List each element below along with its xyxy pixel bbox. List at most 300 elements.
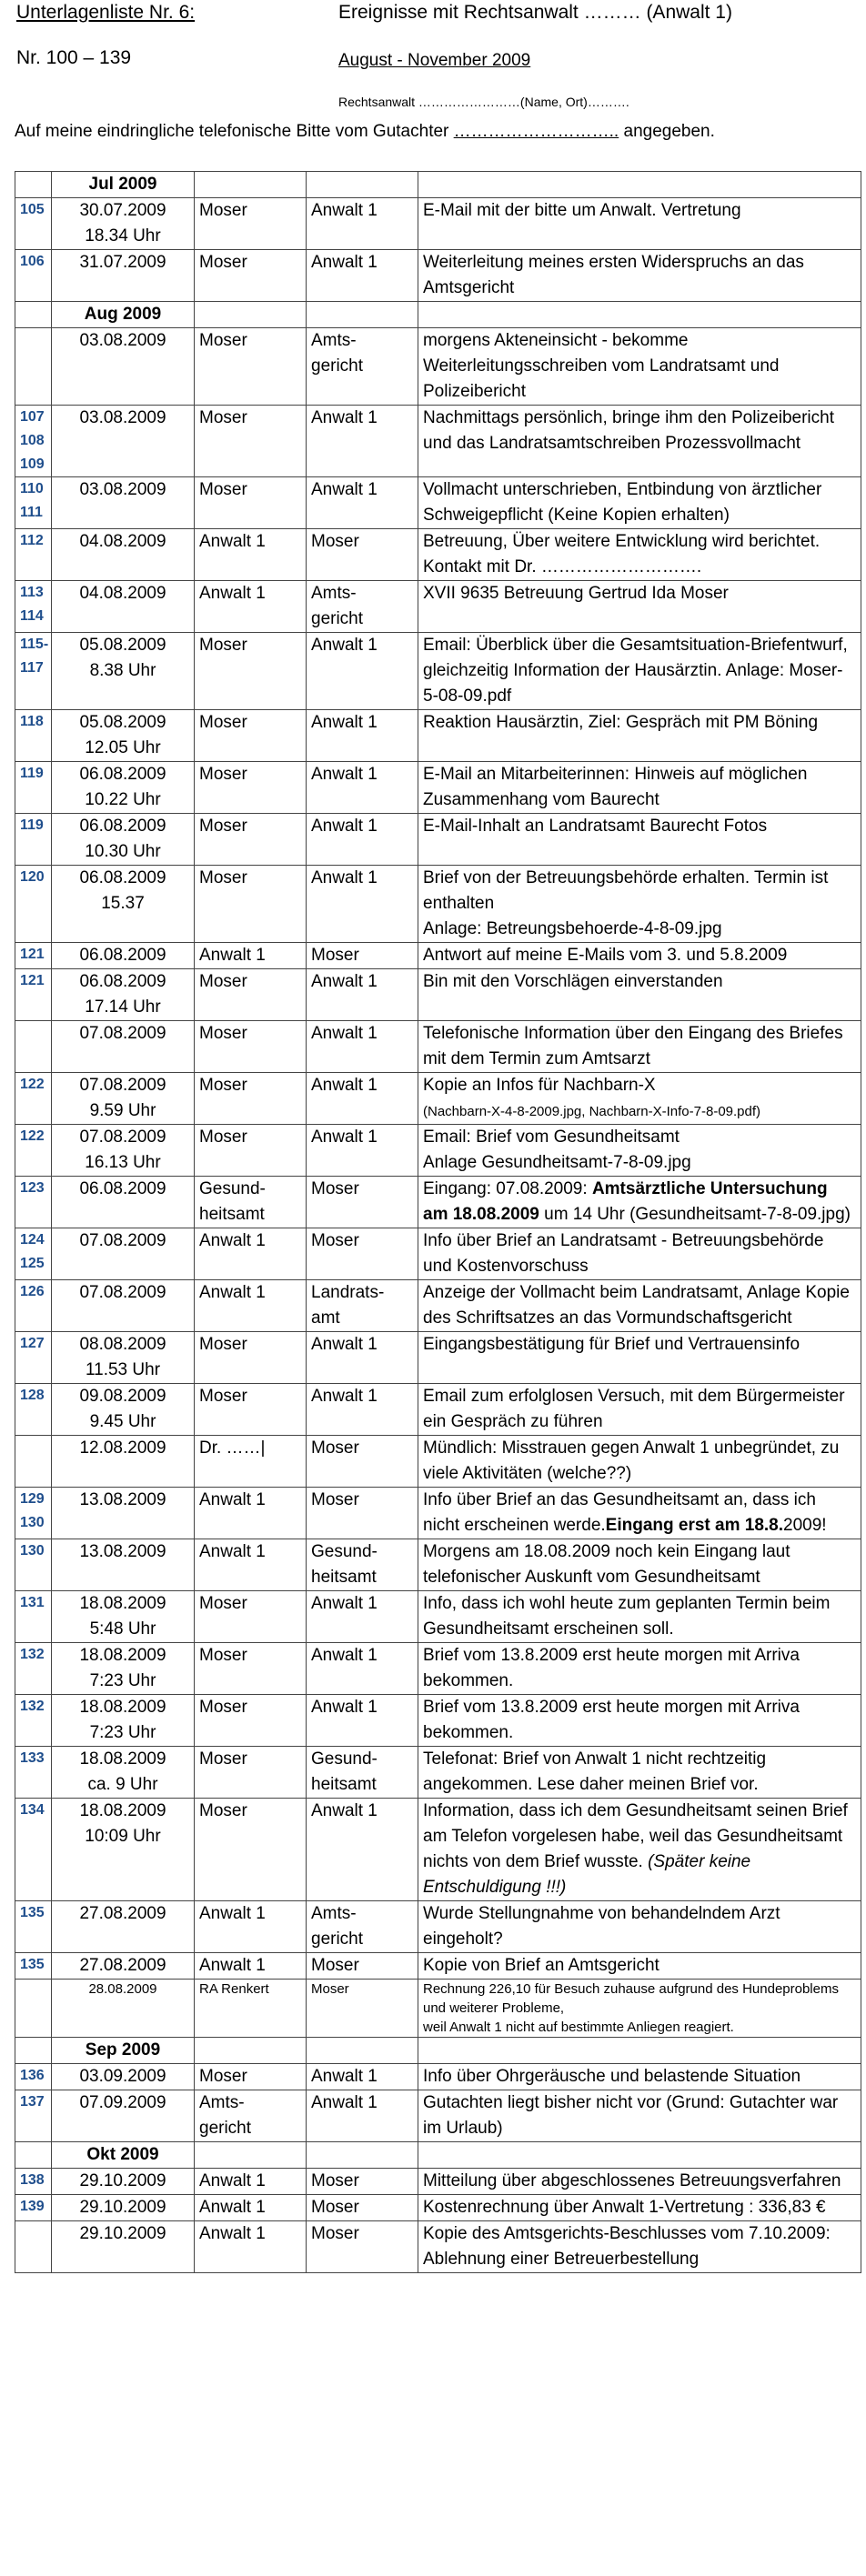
table-row [15, 1747, 861, 1799]
document-number: 107 108 109 [15, 406, 52, 477]
document-number: 137 [15, 2090, 52, 2142]
recipient-cell: Landrats- amt [307, 1280, 418, 1332]
recipient-cell: Anwalt 1 [307, 814, 418, 866]
date-cell: 07.08.2009 [52, 1228, 195, 1280]
description-italic: (Später keine Entschuldigung !!!) [423, 1852, 751, 1897]
description-cell [418, 250, 861, 302]
description-cell [418, 633, 861, 710]
statement-blank: ……………………….. [453, 122, 619, 141]
description-text: Telefonat: Brief von Anwalt 1 nicht rechtzeitig angekommen. Lese daher meinen Brief vor. [423, 1749, 767, 1794]
date-cell: 13.08.2009 [52, 1488, 195, 1539]
description-cell [418, 1125, 861, 1177]
month-empty-cell [418, 2142, 861, 2169]
statement-suffix: angegeben. [623, 122, 715, 141]
document-number: 113 114 [15, 581, 52, 633]
document-number: 121 [15, 943, 52, 969]
sender-cell: Anwalt 1 [195, 1488, 307, 1539]
description-text: Information, dass ich dem Gesundheitsamt seinen Brief am Telefon vorgelesen habe, weil das Gesundheitsamt nichts von dem Brief wusste. [423, 1801, 848, 1871]
description-cell [418, 2064, 861, 2090]
description-text: Info über Brief an das Gesundheitsamt an, dass ich nicht erscheinen werde. [423, 1490, 816, 1535]
description-cell [418, 969, 861, 1021]
sender-cell: Moser [195, 477, 307, 529]
description-cell [418, 477, 861, 529]
month-empty-cell [195, 2038, 307, 2064]
sender-cell: Anwalt 1 [195, 1539, 307, 1591]
date-cell: 30.07.2009 18.34 Uhr [52, 198, 195, 250]
sender-cell: Moser [195, 198, 307, 250]
date-cell: 29.10.2009 [52, 2195, 195, 2221]
document-number: 112 [15, 529, 52, 581]
description-cell [418, 1591, 861, 1643]
description-cell [418, 581, 861, 633]
recipient-cell: Amts- gericht [307, 328, 418, 406]
description-text: Morgens am 18.08.2009 noch kein Eingang laut telefonischer Auskunft vom Gesundheitsamt [423, 1542, 790, 1587]
table-row [15, 2221, 861, 2273]
sender-cell: Moser [195, 710, 307, 762]
table-row [15, 814, 861, 866]
description-cell [418, 814, 861, 866]
document-number: 123 [15, 1177, 52, 1228]
document-number [15, 2221, 52, 2273]
description-cell [418, 2221, 861, 2273]
sender-cell: Anwalt 1 [195, 1280, 307, 1332]
table-row [15, 1280, 861, 1332]
document-number: 115- 117 [15, 633, 52, 710]
table-row [15, 1539, 861, 1591]
document-number: 134 [15, 1799, 52, 1901]
recipient-cell: Anwalt 1 [307, 1799, 418, 1901]
document-number: 119 [15, 762, 52, 814]
recipient-cell: Gesund- heitsamt [307, 1539, 418, 1591]
description-text: Betreuung, Über weitere Entwicklung wird berichtet. Kontakt mit Dr. ………………………. [423, 532, 821, 576]
document-number [15, 1980, 52, 2038]
table-row [15, 250, 861, 302]
date-cell: 09.08.2009 9.45 Uhr [52, 1384, 195, 1436]
sender-cell: Moser [195, 866, 307, 943]
description-cell [418, 406, 861, 477]
description-text: Mündlich: Misstrauen gegen Anwalt 1 unbegründet, zu viele Aktivitäten (welche??) [423, 1438, 840, 1483]
recipient-cell: Anwalt 1 [307, 710, 418, 762]
description-text: Eingang: 07.08.2009: [423, 1179, 592, 1198]
date-cell: 29.10.2009 [52, 2169, 195, 2195]
recipient-cell: Amts- gericht [307, 581, 418, 633]
date-cell: 18.08.2009 7:23 Uhr [52, 1695, 195, 1747]
description-cell [418, 1695, 861, 1747]
description-text: Wurde Stellungnahme von behandelndem Arzt eingeholt? [423, 1904, 780, 1949]
description-text: um 14 Uhr (Gesundheitsamt-7-8-09.jpg) [539, 1205, 851, 1224]
month-empty-cell [307, 2142, 418, 2169]
table-row [15, 710, 861, 762]
description-cell [418, 1747, 861, 1799]
month-empty-cell [15, 302, 52, 328]
document-number: 132 [15, 1695, 52, 1747]
description-cell [418, 1280, 861, 1332]
month-empty-cell [15, 172, 52, 198]
date-cell: 27.08.2009 [52, 1953, 195, 1980]
table-row [15, 866, 861, 943]
document-number: 126 [15, 1280, 52, 1332]
table-row [15, 1643, 861, 1695]
date-cell: 05.08.2009 8.38 Uhr [52, 633, 195, 710]
table-row [15, 1953, 861, 1980]
description-text: Kostenrechnung über Anwalt 1-Vertretung : 336,83 € [423, 2198, 826, 2217]
table-row [15, 406, 861, 477]
description-text: Email: Brief vom Gesundheitsamt Anlage Gesundheitsamt-7-8-09.jpg [423, 1128, 691, 1172]
sender-cell: Gesund- heitsamt [195, 1177, 307, 1228]
recipient-cell: Moser [307, 1228, 418, 1280]
date-cell: 03.08.2009 [52, 406, 195, 477]
month-empty-cell [307, 302, 418, 328]
sender-cell: Moser [195, 1695, 307, 1747]
event-table-body [15, 172, 861, 2273]
description-cell [418, 710, 861, 762]
date-cell: 06.08.2009 15.37 [52, 866, 195, 943]
description-text: Telefonische Information über den Eingang des Briefes mit dem Termin zum Amtsarzt [423, 1024, 843, 1068]
description-cell [418, 328, 861, 406]
recipient-cell: Moser [307, 529, 418, 581]
description-cell [418, 943, 861, 969]
table-row [15, 2169, 861, 2195]
date-cell: 03.09.2009 [52, 2064, 195, 2090]
recipient-cell: Anwalt 1 [307, 1384, 418, 1436]
table-row [15, 1125, 861, 1177]
date-cell: 06.08.2009 17.14 Uhr [52, 969, 195, 1021]
description-cell [418, 1643, 861, 1695]
description-text: Brief vom 13.8.2009 erst heute morgen mit Arriva bekommen. [423, 1698, 800, 1742]
table-row [15, 1384, 861, 1436]
recipient-cell: Anwalt 1 [307, 633, 418, 710]
description-cell [418, 1901, 861, 1953]
description-emphasis: Amtsärztliche Untersuchung am 18.08.2009 [423, 1179, 828, 1224]
description-text: Kopie von Brief an Amtsgericht [423, 1956, 660, 1975]
table-row [15, 969, 861, 1021]
document-number: 135 [15, 1953, 52, 1980]
description-cell [418, 1953, 861, 1980]
sender-cell: Moser [195, 406, 307, 477]
month-empty-cell [15, 2038, 52, 2064]
description-cell [418, 2090, 861, 2142]
description-text: Anzeige der Vollmacht beim Landratsamt, Anlage Kopie des Schriftsatzes an das Vormundschaftsgericht [423, 1283, 850, 1328]
description-text: Kopie des Amtsgerichts-Beschlusses vom 7.10.2009: Ablehnung einer Betreuerbestellung [423, 2224, 831, 2269]
sender-cell: Moser [195, 1125, 307, 1177]
description-text: Gutachten liegt bisher nicht vor (Grund: Gutachter war im Urlaub) [423, 2093, 839, 2138]
document-number: 119 [15, 814, 52, 866]
document-number: 135 [15, 1901, 52, 1953]
date-cell: 06.08.2009 10.30 Uhr [52, 814, 195, 866]
document-number: 110 111 [15, 477, 52, 529]
sender-cell: Anwalt 1 [195, 943, 307, 969]
description-cell [418, 1021, 861, 1073]
table-row [15, 1488, 861, 1539]
table-row [15, 1695, 861, 1747]
description-cell [418, 1228, 861, 1280]
description-text: Info über Ohrgeräusche und belastende Situation [423, 2067, 801, 2086]
recipient-cell: Moser [307, 2221, 418, 2273]
table-row [15, 198, 861, 250]
table-row [15, 1436, 861, 1488]
month-label: Sep 2009 [52, 2038, 195, 2064]
document-number: 105 [15, 198, 52, 250]
sender-cell: Moser [195, 1384, 307, 1436]
table-row [15, 2090, 861, 2142]
recipient-cell: Moser [307, 2169, 418, 2195]
recipient-cell: Moser [307, 1177, 418, 1228]
date-cell: 27.08.2009 [52, 1901, 195, 1953]
date-cell: 18.08.2009 ca. 9 Uhr [52, 1747, 195, 1799]
description-cell [418, 1384, 861, 1436]
document-number: 106 [15, 250, 52, 302]
description-text: Eingangsbestätigung für Brief und Vertrauensinfo [423, 1335, 801, 1354]
date-cell: 06.08.2009 [52, 943, 195, 969]
recipient-cell: Anwalt 1 [307, 1021, 418, 1073]
description-cell [418, 1073, 861, 1125]
month-row [15, 2142, 861, 2169]
number-range: Nr. 100 – 139 [16, 47, 132, 68]
sender-cell: Moser [195, 1073, 307, 1125]
document-number: 133 [15, 1747, 52, 1799]
recipient-cell: Moser [307, 1436, 418, 1488]
description-text: E-Mail mit der bitte um Anwalt. Vertretung [423, 201, 741, 220]
table-row [15, 762, 861, 814]
list-title: Unterlagenliste Nr. 6: [16, 2, 196, 23]
description-text: Bin mit den Vorschlägen einverstanden [423, 972, 723, 991]
document-number [15, 1021, 52, 1073]
table-row [15, 1591, 861, 1643]
description-cell [418, 2195, 861, 2221]
recipient-cell: Gesund- heitsamt [307, 1747, 418, 1799]
sender-cell: Moser [195, 328, 307, 406]
event-table [15, 171, 861, 2273]
recipient-cell: Anwalt 1 [307, 1332, 418, 1384]
month-empty-cell [307, 2038, 418, 2064]
description-cell [418, 529, 861, 581]
events-title: Ereignisse mit Rechtsanwalt ……… (Anwalt 1) [338, 2, 732, 23]
recipient-cell: Anwalt 1 [307, 477, 418, 529]
document-number: 132 [15, 1643, 52, 1695]
date-cell: 07.08.2009 16.13 Uhr [52, 1125, 195, 1177]
date-cell: 29.10.2009 [52, 2221, 195, 2273]
date-cell: 08.08.2009 11.53 Uhr [52, 1332, 195, 1384]
document-number: 129 130 [15, 1488, 52, 1539]
table-row [15, 943, 861, 969]
description-text: Antwort auf meine E-Mails vom 3. und 5.8.2009 [423, 946, 788, 965]
sender-cell: Anwalt 1 [195, 2221, 307, 2273]
sender-cell: Moser [195, 1591, 307, 1643]
date-cell: 06.08.2009 10.22 Uhr [52, 762, 195, 814]
date-cell: 13.08.2009 [52, 1539, 195, 1591]
table-row [15, 1799, 861, 1901]
month-empty-cell [418, 302, 861, 328]
document-number: 120 [15, 866, 52, 943]
date-cell: 18.08.2009 7:23 Uhr [52, 1643, 195, 1695]
description-emphasis: Eingang erst am 18.8. [605, 1516, 784, 1535]
document-number [15, 1436, 52, 1488]
description-cell [418, 1332, 861, 1384]
document-number: 131 [15, 1591, 52, 1643]
sender-cell: Moser [195, 969, 307, 1021]
sender-cell: Anwalt 1 [195, 2195, 307, 2221]
recipient-cell: Anwalt 1 [307, 2090, 418, 2142]
table-row [15, 581, 861, 633]
date-cell: 07.09.2009 [52, 2090, 195, 2142]
date-cell: 31.07.2009 [52, 250, 195, 302]
month-label: Okt 2009 [52, 2142, 195, 2169]
recipient-cell: Moser [307, 943, 418, 969]
table-row [15, 1901, 861, 1953]
month-empty-cell [195, 2142, 307, 2169]
recipient-cell: Anwalt 1 [307, 1073, 418, 1125]
sender-cell: Moser [195, 762, 307, 814]
date-cell: 05.08.2009 12.05 Uhr [52, 710, 195, 762]
month-row [15, 302, 861, 328]
date-cell: 07.08.2009 [52, 1280, 195, 1332]
document-number: 127 [15, 1332, 52, 1384]
month-empty-cell [195, 172, 307, 198]
description-cell [418, 762, 861, 814]
description-cell [418, 866, 861, 943]
recipient-cell: Anwalt 1 [307, 1125, 418, 1177]
description-text: Brief vom 13.8.2009 erst heute morgen mit Arriva bekommen. [423, 1646, 800, 1690]
date-cell: 03.08.2009 [52, 328, 195, 406]
date-cell: 12.08.2009 [52, 1436, 195, 1488]
description-cell [418, 1488, 861, 1539]
period: August - November 2009 [338, 51, 531, 70]
description-text: Email: Überblick über die Gesamtsituation-Briefentwurf, gleichzeitig Information der Hausärztin. Anlage: Moser-5-08-09.pdf [423, 636, 848, 706]
statement-line [15, 122, 715, 142]
month-empty-cell [307, 172, 418, 198]
description-text: Weiterleitung meines ersten Widerspruchs an das Amtsgericht [423, 253, 804, 297]
lawyer-line: Rechtsanwalt ……………………(Name, Ort)………. [338, 95, 629, 109]
description-cell [418, 1177, 861, 1228]
recipient-cell: Amts- gericht [307, 1901, 418, 1953]
table-row [15, 1177, 861, 1228]
description-cell [418, 1539, 861, 1591]
month-empty-cell [195, 302, 307, 328]
sender-cell: Moser [195, 1747, 307, 1799]
sender-cell: Moser [195, 1643, 307, 1695]
recipient-cell: Anwalt 1 [307, 250, 418, 302]
date-cell: 04.08.2009 [52, 581, 195, 633]
month-empty-cell [418, 172, 861, 198]
description-text: Brief von der Betreuungsbehörde erhalten. Termin ist enthalten Anlage: Betreungsbehoerde-4-8-09.jpg [423, 868, 829, 938]
date-cell: 18.08.2009 5:48 Uhr [52, 1591, 195, 1643]
sender-cell: Anwalt 1 [195, 1228, 307, 1280]
document-number: 122 [15, 1073, 52, 1125]
description-cell [418, 1436, 861, 1488]
recipient-cell: Moser [307, 1980, 418, 2038]
recipient-cell: Moser [307, 1953, 418, 1980]
recipient-cell: Anwalt 1 [307, 2064, 418, 2090]
month-row [15, 172, 861, 198]
table-row [15, 1021, 861, 1073]
recipient-cell: Moser [307, 1488, 418, 1539]
sender-cell: Moser [195, 814, 307, 866]
month-empty-cell [15, 2142, 52, 2169]
sender-cell: Anwalt 1 [195, 1953, 307, 1980]
table-row [15, 1980, 861, 2038]
document-number: 128 [15, 1384, 52, 1436]
date-cell: 06.08.2009 [52, 1177, 195, 1228]
document-number: 122 [15, 1125, 52, 1177]
description-text: Email zum erfolglosen Versuch, mit dem Bürgermeister ein Gespräch zu führen [423, 1387, 845, 1431]
sender-cell: Moser [195, 250, 307, 302]
sender-cell: Moser [195, 1799, 307, 1901]
recipient-cell: Anwalt 1 [307, 969, 418, 1021]
document-number: 130 [15, 1539, 52, 1591]
description-text: Info, dass ich wohl heute zum geplanten Termin beim Gesundheitsamt erscheinen soll. [423, 1594, 831, 1639]
recipient-cell: Moser [307, 2195, 418, 2221]
table-row [15, 328, 861, 406]
table-row [15, 1073, 861, 1125]
description-text: Rechnung 226,10 für Besuch zuhause aufgrund des Hundeproblems und weiterer Probleme, weil Anwalt 1 nicht auf bestimmte Anliegen reagiert. [423, 1981, 839, 2035]
table-row [15, 2195, 861, 2221]
document-number: 121 [15, 969, 52, 1021]
document-number: 138 [15, 2169, 52, 2195]
table-row [15, 477, 861, 529]
sender-cell: Anwalt 1 [195, 1901, 307, 1953]
description-text: Reaktion Hausärztin, Ziel: Gespräch mit PM Böning [423, 713, 819, 732]
date-cell: 03.08.2009 [52, 477, 195, 529]
sender-cell: Dr. ……| [195, 1436, 307, 1488]
sender-cell: Anwalt 1 [195, 2169, 307, 2195]
sender-cell: Anwalt 1 [195, 581, 307, 633]
table-row [15, 1228, 861, 1280]
description-text: XVII 9635 Betreuung Gertrud Ida Moser [423, 584, 729, 603]
date-cell: 18.08.2009 10:09 Uhr [52, 1799, 195, 1901]
document-number: 124 125 [15, 1228, 52, 1280]
sender-cell: RA Renkert [195, 1980, 307, 2038]
recipient-cell: Anwalt 1 [307, 866, 418, 943]
month-empty-cell [418, 2038, 861, 2064]
sender-cell: Moser [195, 1332, 307, 1384]
attachment-note: (Nachbarn-X-4-8-2009.jpg, Nachbarn-X-Info-7-8-09.pdf) [423, 1104, 761, 1119]
table-row [15, 529, 861, 581]
document-number: 136 [15, 2064, 52, 2090]
description-text: 2009! [783, 1516, 827, 1535]
description-text: Vollmacht unterschrieben, Entbindung von ärztlicher Schweigepflicht (Keine Kopien erhalten) [423, 480, 822, 525]
month-label: Jul 2009 [52, 172, 195, 198]
date-cell: 04.08.2009 [52, 529, 195, 581]
description-text: Kopie an Infos für Nachbarn-X [423, 1076, 656, 1095]
description-cell [418, 198, 861, 250]
date-cell: 07.08.2009 9.59 Uhr [52, 1073, 195, 1125]
recipient-cell: Anwalt 1 [307, 762, 418, 814]
description-text: Info über Brief an Landratsamt - Betreuungsbehörde und Kostenvorschuss [423, 1231, 824, 1276]
sender-cell: Moser [195, 1021, 307, 1073]
table-row [15, 2064, 861, 2090]
recipient-cell: Anwalt 1 [307, 198, 418, 250]
sender-cell: Amts- gericht [195, 2090, 307, 2142]
sender-cell: Moser [195, 2064, 307, 2090]
recipient-cell: Anwalt 1 [307, 1643, 418, 1695]
recipient-cell: Anwalt 1 [307, 1695, 418, 1747]
statement-prefix: Auf meine eindringliche telefonische Bitte vom Gutachter [15, 122, 449, 141]
document-number: 118 [15, 710, 52, 762]
date-cell: 07.08.2009 [52, 1021, 195, 1073]
recipient-cell: Anwalt 1 [307, 1591, 418, 1643]
description-cell [418, 1799, 861, 1901]
date-cell: 28.08.2009 [52, 1980, 195, 2038]
sender-cell: Anwalt 1 [195, 529, 307, 581]
description-cell [418, 2169, 861, 2195]
description-text: Nachmittags persönlich, bringe ihm den Polizeibericht und das Landratsamtschreiben Prozessvollmacht [423, 408, 835, 453]
table-row [15, 1332, 861, 1384]
sender-cell: Moser [195, 633, 307, 710]
month-label: Aug 2009 [52, 302, 195, 328]
table-row [15, 633, 861, 710]
description-text: morgens Akteneinsicht - bekomme Weiterleitungsschreiben vom Landratsamt und Polizeibericht [423, 331, 780, 401]
document-number [15, 328, 52, 406]
